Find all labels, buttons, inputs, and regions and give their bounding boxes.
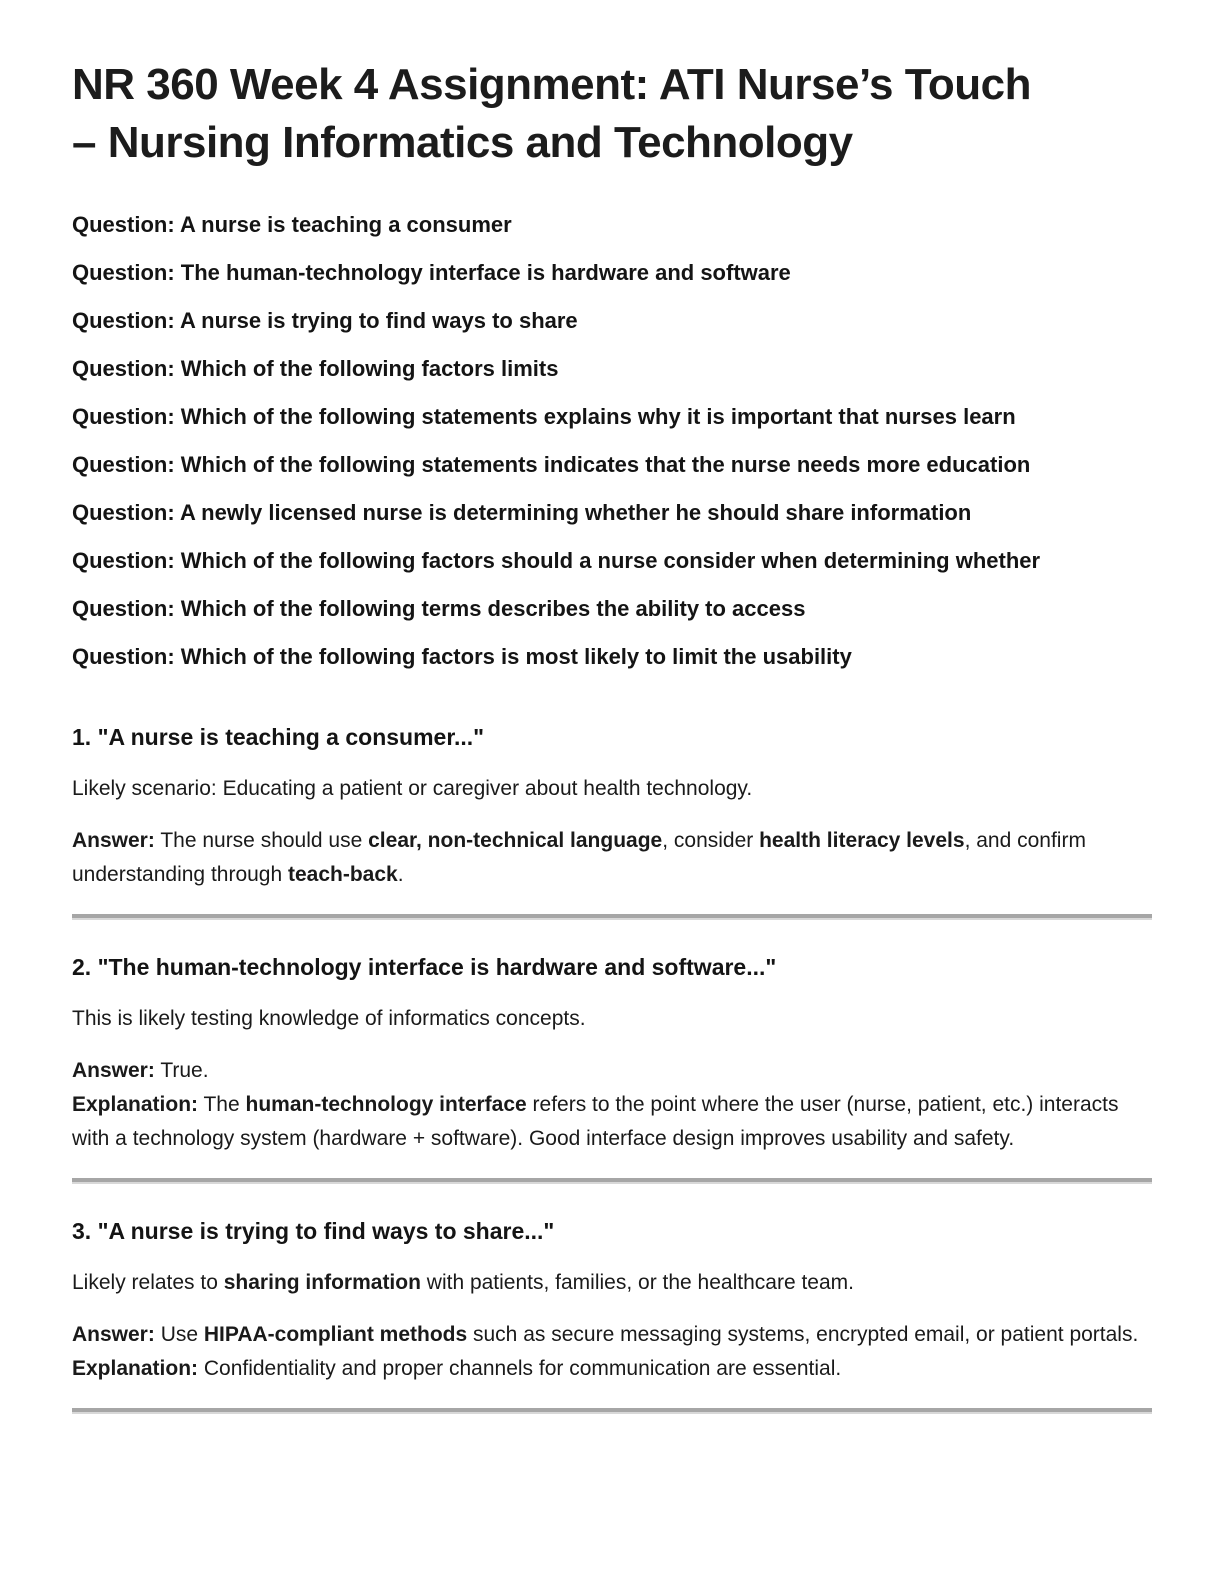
bold-text-run: teach-back	[288, 863, 398, 886]
question-line: Question: A nurse is teaching a consumer	[72, 212, 512, 237]
section-paragraph	[72, 772, 1152, 806]
page-title-line-2: – Nursing Informatics and Technology	[72, 118, 853, 167]
bold-text-run: health literacy levels	[759, 829, 965, 852]
bold-text-run: Explanation:	[72, 1357, 199, 1380]
text-run: This is likely testing knowledge of informatics concepts.	[72, 1007, 586, 1030]
text-run: The	[198, 1093, 246, 1116]
page-title-line-1: NR 360 Week 4 Assignment: ATI Nurse’s Touch	[72, 60, 1031, 109]
bold-text-run: human-technology interface	[245, 1093, 527, 1116]
section-heading: 2. "The human-technology interface is hardware and software..."	[72, 954, 777, 980]
bold-text-run: clear, non-technical language	[368, 829, 663, 852]
question-line: Question: Which of the following statements explains why it is important that nurses learn	[72, 404, 1016, 429]
question-list	[72, 210, 1152, 672]
question-line: Question: Which of the following factors limits	[72, 356, 559, 381]
section-paragraph	[72, 1002, 1152, 1036]
section-paragraph	[72, 1054, 1152, 1088]
text-run: Confidentiality and proper channels for communication are essential.	[198, 1357, 842, 1380]
question-line: Question: Which of the following factors should a nurse consider when determining whether	[72, 548, 1041, 573]
text-run: , and confirm understanding through	[72, 829, 1086, 886]
page-title	[72, 56, 1152, 172]
text-run: Use	[154, 1323, 204, 1346]
question-line: Question: A newly licensed nurse is determining whether he should share information	[72, 500, 972, 525]
section-paragraph	[72, 1318, 1152, 1352]
question-line: Question: Which of the following statements indicates that the nurse needs more education	[72, 452, 1031, 477]
answer-section	[72, 720, 1152, 920]
text-run: with patients, families, or the healthcare team.	[420, 1271, 854, 1294]
section-divider	[72, 1178, 1152, 1184]
section-heading: 3. "A nurse is trying to find ways to share..."	[72, 1218, 555, 1244]
section-paragraph	[72, 1352, 1152, 1386]
text-run: Likely relates to	[72, 1271, 224, 1294]
bold-text-run: sharing information	[223, 1271, 421, 1294]
answer-section	[72, 950, 1152, 1184]
question-line: Question: A nurse is trying to find ways to share	[72, 308, 578, 333]
bold-text-run: Answer:	[72, 829, 155, 852]
question-line: Question: Which of the following terms describes the ability to access	[72, 596, 806, 621]
text-run: Likely scenario: Educating a patient or caregiver about health technology.	[72, 777, 753, 800]
section-paragraph	[72, 1266, 1152, 1300]
answer-section	[72, 1214, 1152, 1414]
text-run: True.	[154, 1059, 209, 1082]
text-run: The nurse should use	[154, 829, 369, 852]
section-heading: 1. "A nurse is teaching a consumer..."	[72, 724, 485, 750]
section-paragraph	[72, 1088, 1152, 1156]
answer-sections	[72, 720, 1152, 1414]
bold-text-run: HIPAA-compliant methods	[203, 1323, 468, 1346]
bold-text-run: Answer:	[72, 1323, 155, 1346]
section-paragraph	[72, 824, 1152, 892]
question-line: Question: Which of the following factors is most likely to limit the usability	[72, 644, 852, 669]
text-run: , consider	[662, 829, 760, 852]
text-run: such as secure messaging systems, encrypted email, or patient portals.	[467, 1323, 1139, 1346]
section-divider	[72, 1408, 1152, 1414]
text-run: .	[397, 863, 404, 886]
question-line: Question: The human-technology interface is hardware and software	[72, 260, 791, 285]
bold-text-run: Explanation:	[72, 1093, 199, 1116]
text-run: refers to the point where the user (nurse, patient, etc.) interacts with a technology system (hardware + software). Good interface design improves usability and safety.	[72, 1093, 1119, 1150]
bold-text-run: Answer:	[72, 1059, 155, 1082]
section-divider	[72, 914, 1152, 920]
